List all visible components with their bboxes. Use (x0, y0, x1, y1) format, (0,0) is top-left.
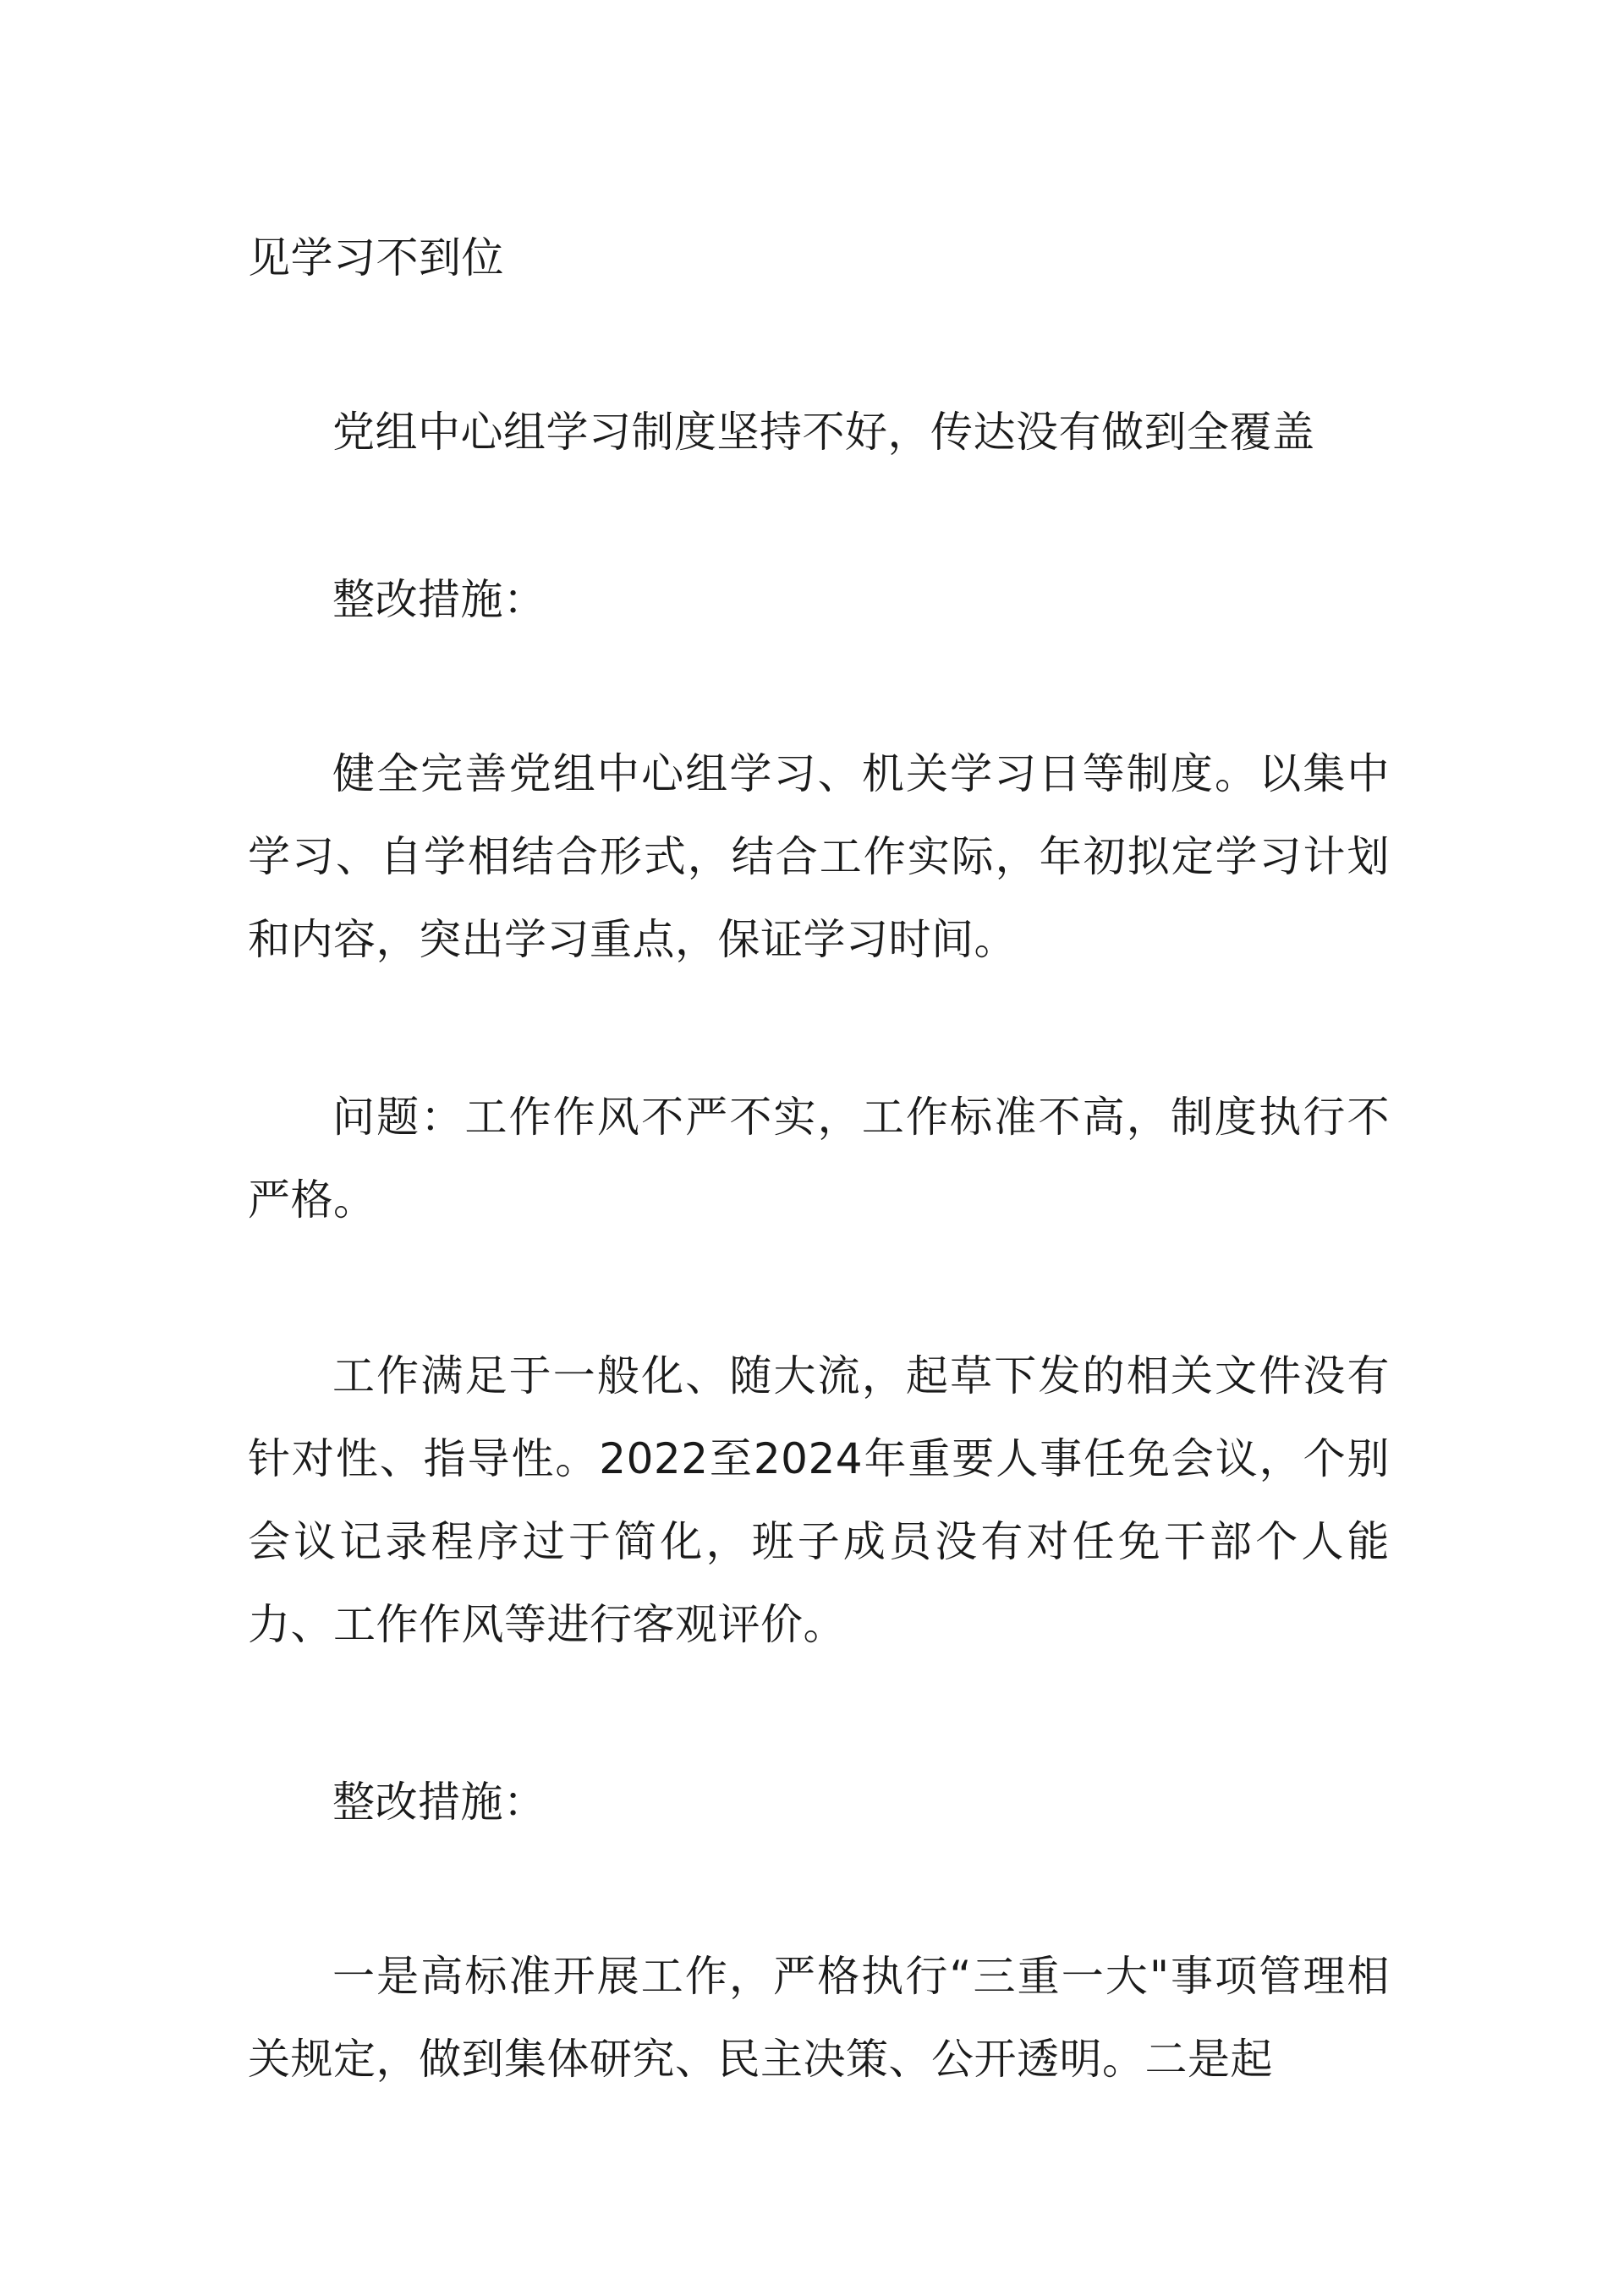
paragraph-rectification-heading: 整改措施： (332, 575, 546, 624)
paragraph-issue: 问题：工作作风不严不实，工作标准不高，制度执行不严格。 (248, 1093, 1390, 1225)
paragraph-rectification-measures-2: 一是高标准开展工作，严格执行“三重一大"事项管理相关规定，做到集体研究、民主决策、公开透明。二是起 (248, 1952, 1390, 2084)
paragraph-problem-statement: 党组中心组学习制度坚持不好，传达没有做到全覆盖 (332, 408, 1315, 457)
paragraph-rectification-measures: 健全完善党组中心组学习、机关学习日等制度。以集中学习、自学相结合形式，结合工作实际，年初拟定学习计划和内容，突出学习重点，保证学习时间。 (248, 749, 1390, 964)
paragraph-rectification-heading-2: 整改措施： (332, 1778, 546, 1827)
paragraph-issue-detail: 工作满足于一般化、随大流，起草下发的相关文件没有针对性、指导性。2022至2024年重要人事任免会议，个别会议记录程序过于简化，班子成员没有对任免干部个人能力、工作作风等进行客观评价。 (248, 1351, 1390, 1649)
paragraph-continuation: 见学习不到位 (248, 233, 504, 282)
